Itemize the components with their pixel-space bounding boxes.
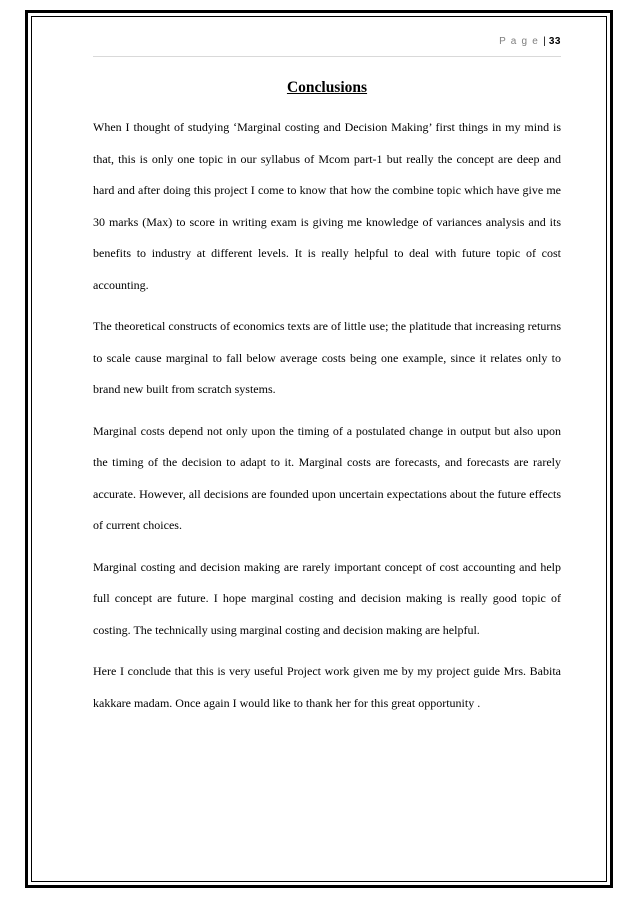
page-header bbox=[93, 36, 561, 57]
page-separator: | bbox=[543, 36, 547, 47]
paragraph-2: The theoretical constructs of economics texts are of little use; the platitude that increasing returns to scale cause marginal to fall below average costs being one example, since it relates only to brand new built from scratch systems. bbox=[93, 319, 561, 396]
paragraph-4: Marginal costing and decision making are rarely important concept of cost accounting and help full concept are future. I hope marginal costing and decision making is really good topic of costing. The technically using marginal costing and decision making are helpful. bbox=[93, 559, 561, 637]
paragraph-5: Here I conclude that this is very useful Project work given me by my project guide Mrs. Babita kakkare madam. Once again I would like to thank her for this great opportunity . bbox=[93, 664, 561, 710]
page-label: P a g e bbox=[499, 36, 540, 47]
section-title: Conclusions bbox=[286, 79, 368, 96]
paragraph-1: When I thought of studying ‘Marginal costing and Decision Making’ first things in my mind is that, this is only one topic in our syllabus of Mcom part-1 but really the concept are deep and hard and after doing this project I come to know that how the combine topic which have give me 30 marks (Max) to score in writing exam is giving me knowledge of variances analysis and its benefits to industry at different levels. It is really helpful to deal with future topic of cost accounting. bbox=[93, 120, 561, 292]
document-body bbox=[93, 74, 561, 729]
paragraph-3: Marginal costs depend not only upon the timing of a postulated change in output but also upon the timing of the decision to adapt to it. Marginal costs are forecasts, and forecasts are rarely accurate. However, all decisions are founded upon uncertain expectations about the future effects of current choices. bbox=[93, 423, 561, 532]
page-number: 33 bbox=[548, 36, 561, 47]
